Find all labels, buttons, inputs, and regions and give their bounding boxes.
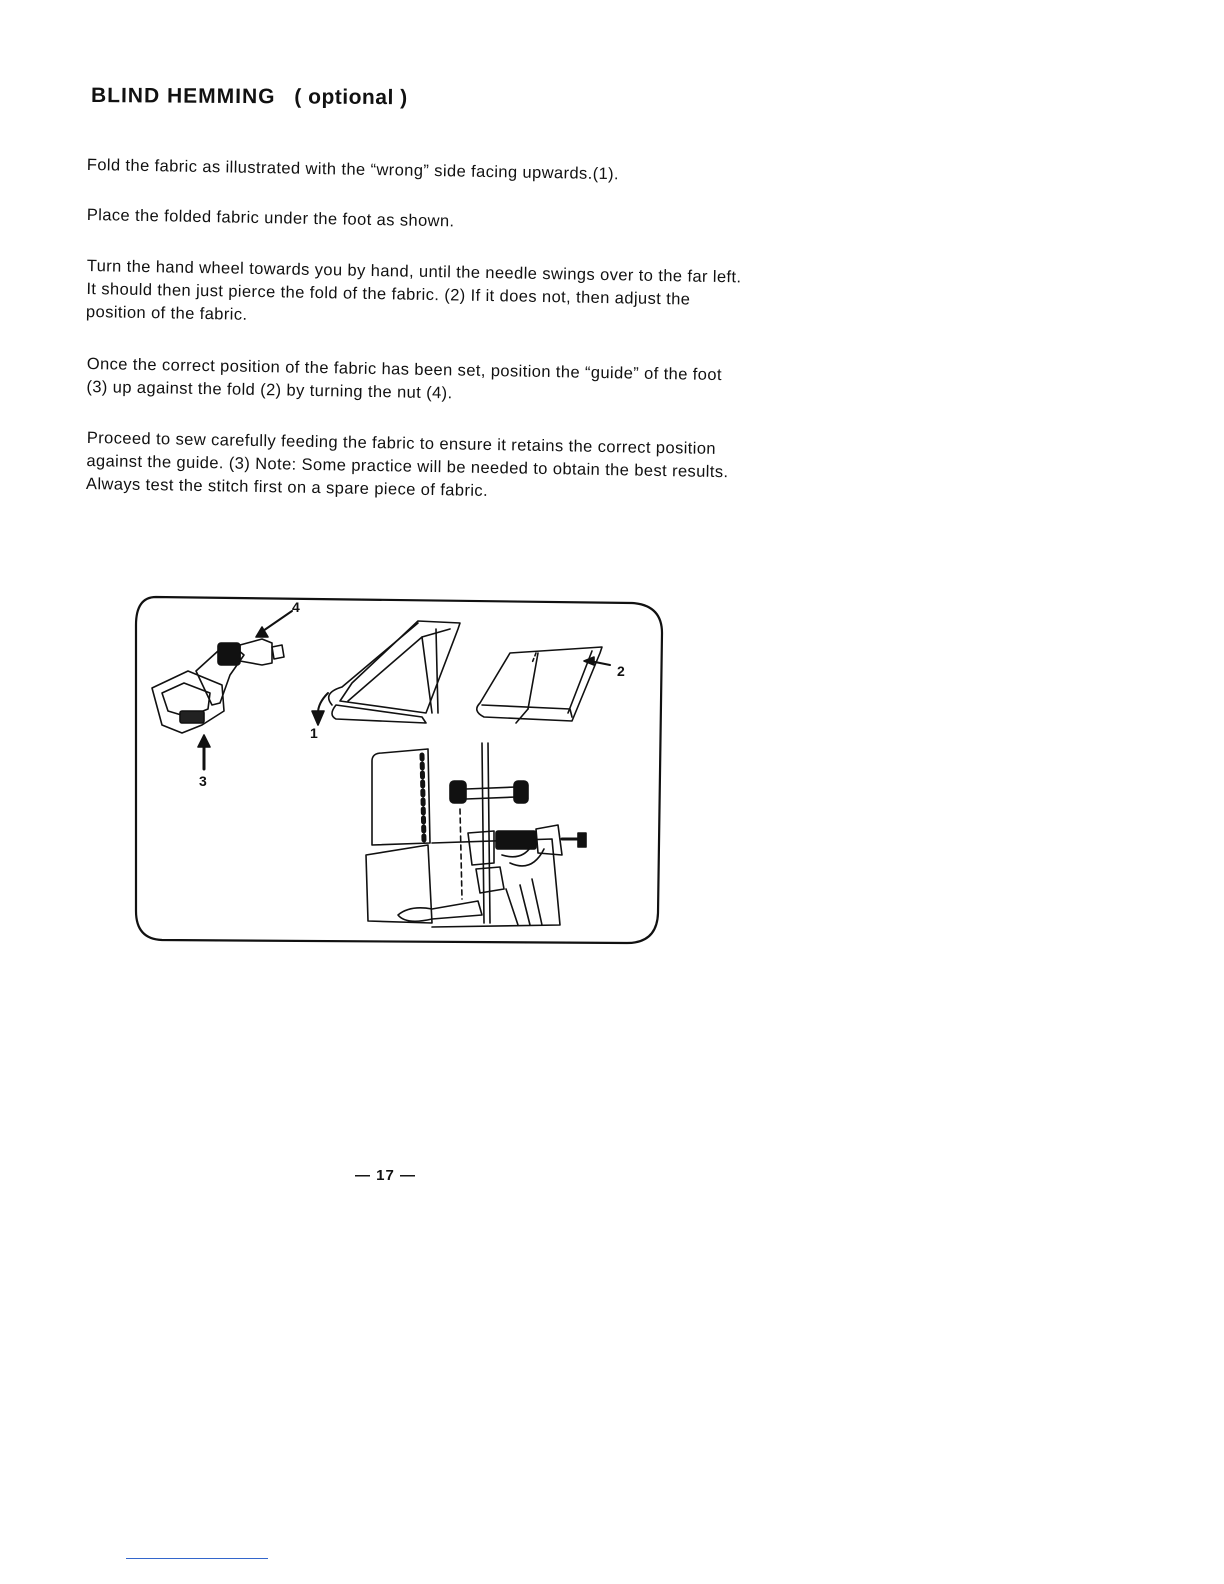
callout-label-guide: 3 — [199, 773, 207, 789]
callout-label-nut: 4 — [292, 599, 300, 615]
instruction-paragraph-fold: Fold the fabric as illustrated with the “wrong” side facing upwards.(1). — [86, 155, 620, 183]
page-number: — 17 — — [355, 1167, 417, 1184]
callout-label-fold: 2 — [617, 663, 625, 679]
instruction-paragraph-hand-wheel: Turn the hand wheel towards you by hand, until the needle swings over to the far left. It should then just pierce the fold of the fabric. (2) If it does not, then adjust the position of the fabric. — [85, 256, 742, 324]
heading-title: BLIND HEMMING — [90, 84, 276, 109]
heading-qualifier: ( optional ) — [294, 85, 408, 110]
machine-sewing-drawing — [366, 743, 586, 927]
instruction-paragraph-guide: Once the correct position of the fabric has been set, position the “guide” of the foot (3) up against the fold (2) by turning the nut (4). — [86, 354, 723, 402]
folded-fabric-fold-drawing — [477, 647, 610, 723]
blind-hem-illustration — [132, 593, 664, 945]
blind-hem-foot-drawing — [152, 611, 292, 769]
folded-fabric-drawing — [312, 621, 460, 725]
instruction-paragraph-sew: Proceed to sew carefully feeding the fabric to ensure it retains the correct position against the guide. (3) Note: Some practice will be needed to obtain the best results. Always test the stitch first on a spare piece of fabric. — [85, 428, 729, 500]
footer-rule — [126, 1558, 268, 1559]
callout-label-fabric: 1 — [310, 725, 318, 741]
illustration-drawing — [132, 593, 664, 945]
instruction-paragraph-place: Place the folded fabric under the foot as shown. — [86, 205, 455, 230]
section-heading — [91, 84, 408, 110]
